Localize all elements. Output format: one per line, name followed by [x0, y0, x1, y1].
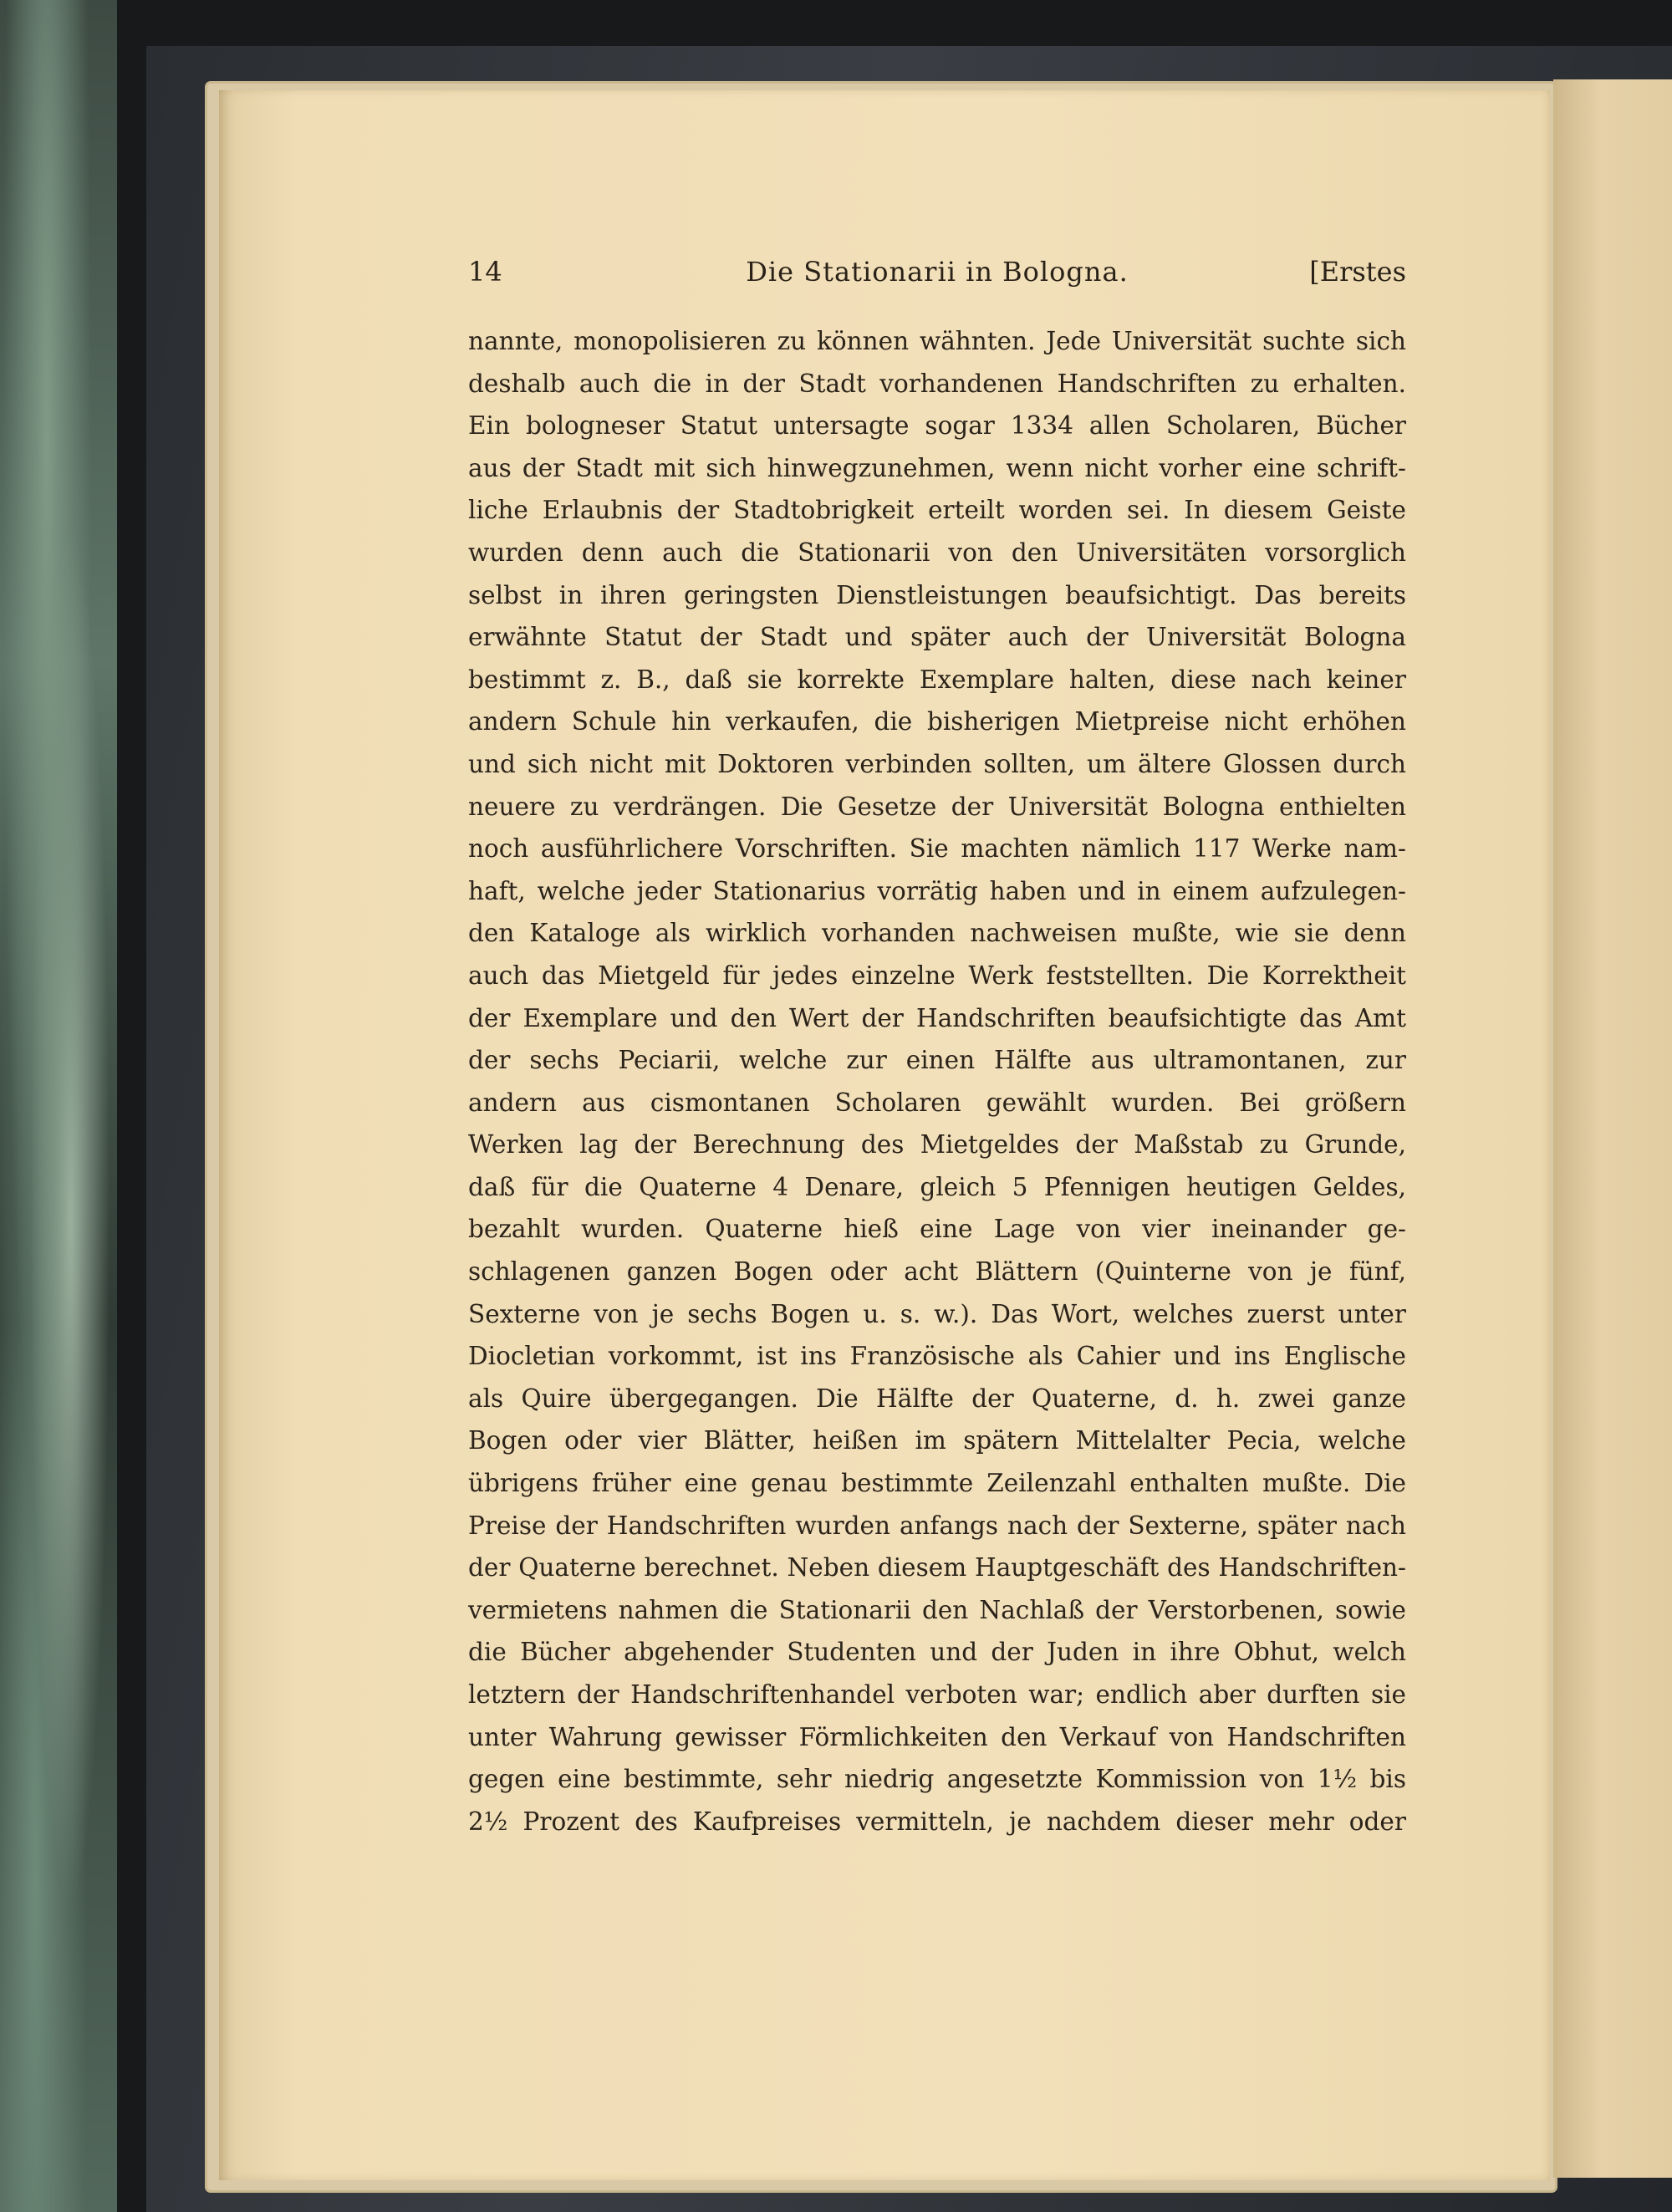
- text-line: Bogen oder vier Blätter, heißen im spätern Mittelalter Pecia, welche: [468, 1426, 1406, 1455]
- text-line: Preise der Handschriften wurden anfangs nach der Sexterne, später nach: [468, 1511, 1406, 1540]
- text-line: aus der Stadt mit sich hinwegzunehmen, wenn nicht vorher eine schrift-: [468, 453, 1406, 482]
- text-line: noch ausführlichere Vorschriften. Sie machten nämlich 117 Werke nam-: [468, 834, 1406, 864]
- text-line: gegen eine bestimmte, sehr niedrig angesetzte Kommission von 1½ bis: [468, 1765, 1406, 1794]
- text-line: auch das Mietgeld für jedes einzelne Werk feststellten. Die Korrektheit: [468, 961, 1406, 990]
- text-line: letztern der Handschriftenhandel verboten war; endlich aber durften sie: [468, 1680, 1406, 1709]
- text-line: der Quaterne berechnet. Neben diesem Hauptgeschäft des Handschriften-: [468, 1553, 1406, 1583]
- marbled-cover-edge: [0, 0, 117, 2212]
- running-head: [Erstes: [1309, 256, 1406, 288]
- text-line: übrigens früher eine genau bestimmte Zeilenzahl enthalten mußte. Die: [468, 1469, 1406, 1498]
- text-line: nannte, monopolisieren zu können wähnten. Jede Universität suchte sich: [468, 327, 1406, 355]
- running-title: Die Stationarii in Bologna.: [746, 256, 1129, 288]
- text-line: haft, welche jeder Stationarius vorrätig haben und in einem aufzulegen-: [468, 876, 1406, 905]
- page-number: 14: [468, 256, 502, 288]
- text-line: Werken lag der Berechnung des Mietgeldes der Maßstab zu Grunde,: [468, 1130, 1406, 1160]
- text-line: Sexterne von je sechs Bogen u. s. w.). Das Wort, welches zuerst unter: [468, 1299, 1406, 1328]
- text-line: andern aus cismontanen Scholaren gewählt wurden. Bei größern: [468, 1088, 1406, 1117]
- text-line: der Exemplare und den Wert der Handschriften beaufsichtigte das Amt: [468, 1003, 1406, 1032]
- text-line: und sich nicht mit Doktoren verbinden sollten, um ältere Glossen durch: [468, 749, 1406, 778]
- text-line: selbst in ihren geringsten Dienstleistungen beaufsichtigt. Das bereits: [468, 580, 1406, 609]
- text-line: 2½ Prozent des Kaufpreises vermitteln, je nachdem dieser mehr oder: [468, 1807, 1406, 1836]
- text-line: deshalb auch die in der Stadt vorhandenen Handschriften zu erhalten.: [468, 369, 1406, 398]
- text-line: liche Erlaubnis der Stadtobrigkeit erteilt worden sei. In diesem Geiste: [468, 496, 1406, 525]
- text-line: vermietens nahmen die Stationarii den Nachlaß der Verstorbenen, sowie: [468, 1595, 1406, 1624]
- text-line: wurden denn auch die Stationarii von den Universitäten vorsorglich: [468, 538, 1406, 567]
- text-line: bezahlt wurden. Quaterne hieß eine Lage von vier ineinander ge-: [468, 1215, 1406, 1244]
- text-line: daß für die Quaterne 4 Denare, gleich 5 Pfennigen heutigen Geldes,: [468, 1172, 1406, 1201]
- text-line: als Quire übergegangen. Die Hälfte der Quaterne, d. h. zwei ganze: [468, 1384, 1406, 1413]
- text-line: den Kataloge als wirklich vorhanden nachweisen mußte, wie sie denn: [468, 919, 1406, 948]
- text-line: schlagenen ganzen Bogen oder acht Blättern (Quinterne von je fünf,: [468, 1257, 1406, 1287]
- text-line: Ein bologneser Statut untersagte sogar 1334 allen Scholaren, Bücher: [468, 411, 1406, 441]
- text-line: unter Wahrung gewisser Förmlichkeiten den Verkauf von Handschriften: [468, 1722, 1406, 1751]
- facing-page-edge: [1553, 79, 1672, 2178]
- text-line: der sechs Peciarii, welche zur einen Hälfte aus ultramontanen, zur: [468, 1046, 1406, 1075]
- text-line: neuere zu verdrängen. Die Gesetze der Universität Bologna enthielten: [468, 792, 1406, 821]
- text-line: die Bücher abgehender Studenten und der Juden in ihre Obhut, welch: [468, 1638, 1406, 1667]
- text-line: andern Schule hin verkaufen, die bisherigen Mietpreise nicht erhöhen: [468, 707, 1406, 736]
- text-line: Diocletian vorkommt, ist ins Französische als Cahier und ins Englische: [468, 1342, 1406, 1371]
- text-line: erwähnte Statut der Stadt und später auch der Universität Bologna: [468, 623, 1406, 652]
- text-line: bestimmt z. B., daß sie korrekte Exemplare halten, diese nach keiner: [468, 665, 1406, 694]
- body-text: [468, 320, 1406, 1842]
- page-header: [468, 256, 1406, 294]
